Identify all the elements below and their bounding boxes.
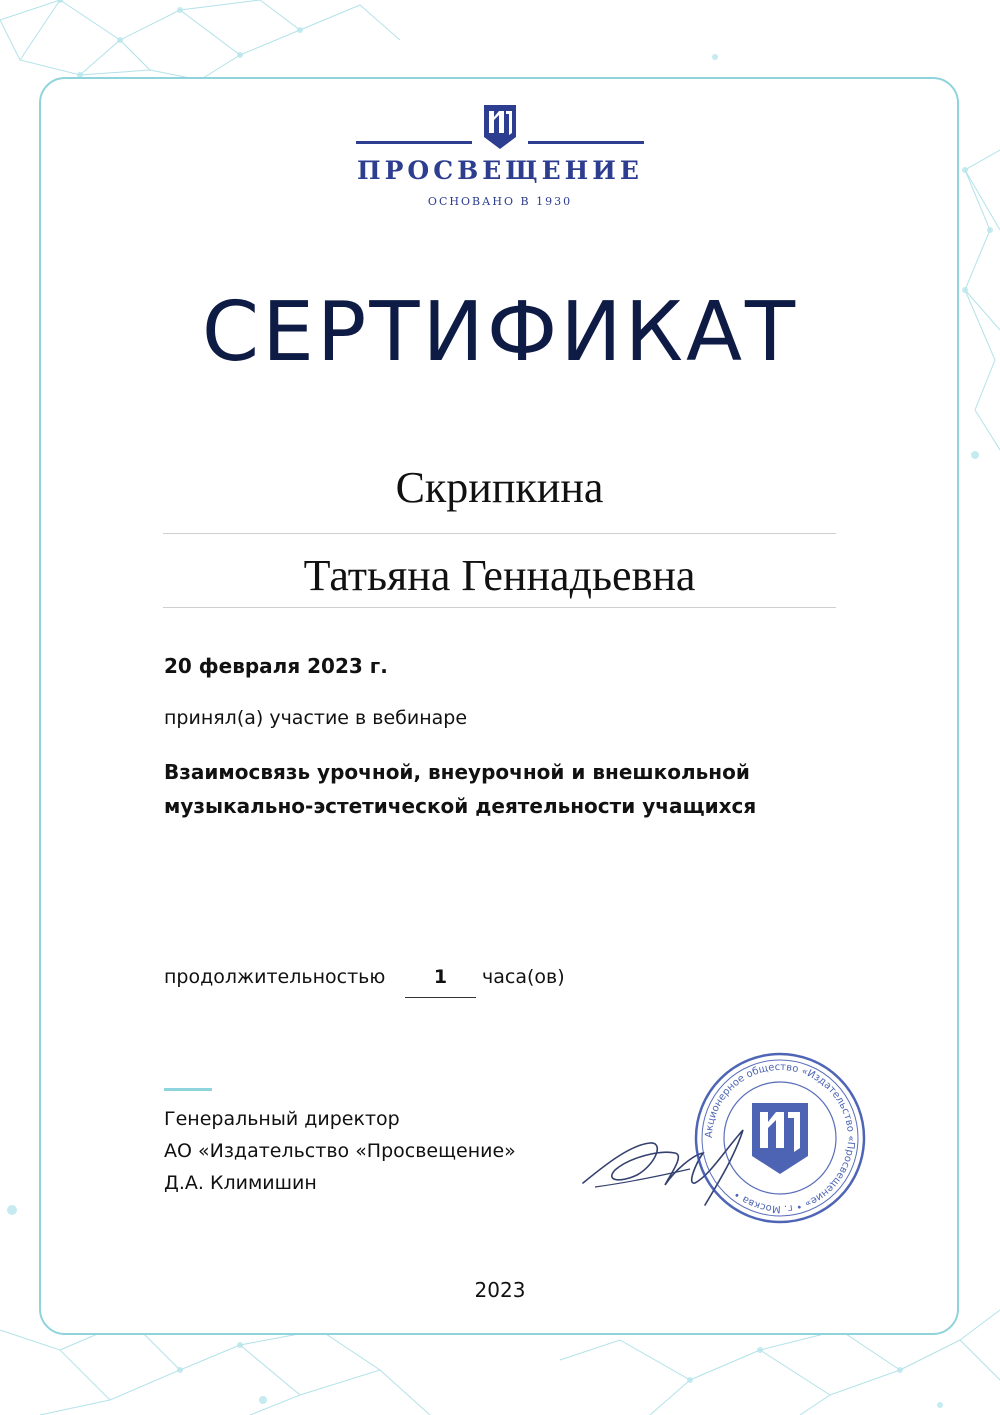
name-underline: [163, 607, 836, 608]
publisher-tagline: ОСНОВАНО В 1930: [427, 195, 573, 208]
signatory-position: Генеральный директор: [164, 1108, 400, 1130]
signatory-organization: АО «Издательство «Просвещение»: [164, 1140, 516, 1162]
webinar-title-line-1: Взаимосвязь урочной, внеурочной и внешкольной: [164, 760, 750, 784]
signatory-accent-bar: [164, 1088, 212, 1091]
organization-stamp: [690, 1048, 870, 1228]
publisher-name: ПРОСВЕЩЕНИЕ: [357, 156, 643, 185]
webinar-title-line-2: музыкально-эстетической деятельности учащихся: [164, 794, 757, 818]
surname-underline: [163, 533, 836, 534]
publisher-emblem-icon: [483, 103, 517, 151]
stamp-ring-text: Акционерное общество «Издательство «Просвещение» • г. Москва •: [703, 1061, 857, 1215]
participation-text: принял(а) участие в вебинаре: [164, 707, 468, 729]
duration-underline: [405, 997, 476, 998]
recipient-given-names: Татьяна Геннадьевна: [303, 551, 696, 600]
recipient-surname: Скрипкина: [395, 463, 604, 512]
stamp-emblem-icon: [752, 1103, 808, 1174]
duration-unit: часа(ов): [482, 966, 565, 988]
duration-label: продолжительностью: [164, 966, 386, 988]
signatory-name: Д.А. Климишин: [164, 1172, 317, 1194]
duration-value: 1: [433, 966, 448, 988]
publisher-logo: [350, 100, 650, 215]
logo-left-line: [356, 141, 472, 144]
event-date: 20 февраля 2023 г.: [164, 654, 388, 678]
webinar-title: [164, 755, 864, 823]
certificate-title: СЕРТИФИКАТ: [201, 285, 799, 380]
certificate-year: 2023: [474, 1278, 526, 1302]
logo-right-line: [528, 141, 644, 144]
